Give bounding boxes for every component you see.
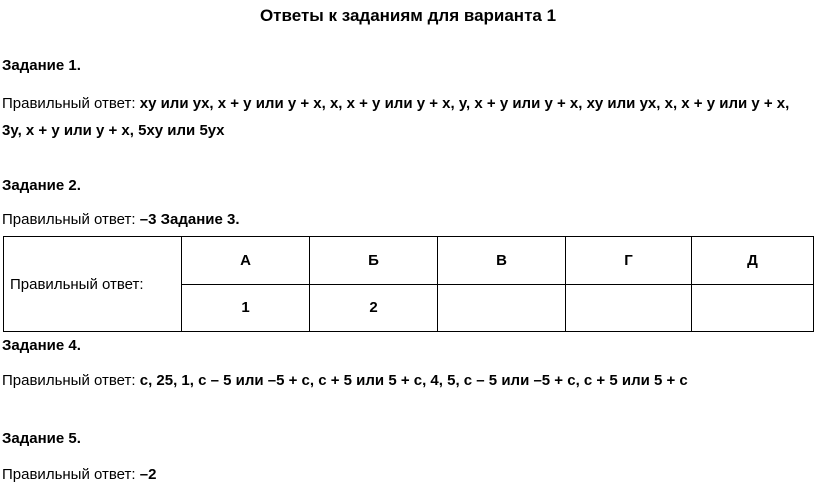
task4-answer-line xyxy=(2,372,688,389)
table-value-cell: 2 xyxy=(310,284,438,332)
table-row-label: Правильный ответ: xyxy=(4,237,182,332)
task4-answer-value: c, 25, 1, c – 5 или –5 + c, c + 5 или 5 + c, 4, 5, c – 5 или –5 + c, c + 5 или 5 + c xyxy=(139,372,688,389)
document-title: Ответы к заданиям для варианта 1 xyxy=(259,6,557,25)
table-header-cell: В xyxy=(438,237,566,285)
task2-answer-line xyxy=(2,211,240,228)
task1-answer-line xyxy=(2,95,789,112)
task5-answer-value: –2 xyxy=(139,466,157,483)
task2-answer-prefix: Правильный ответ: xyxy=(2,211,140,228)
task1-answer-value: xy или yx, x + y или y + x, x, x + y или y + x, y, x + y или y + x, xy или yx, x, x + y или y + x, xyxy=(139,95,790,112)
task2-heading: Задание 2. xyxy=(2,177,81,194)
task3-heading: Задание 3. xyxy=(160,211,240,228)
task5-answer-line xyxy=(2,466,156,483)
task1-heading: Задание 1. xyxy=(2,57,81,74)
table-value-cell xyxy=(692,284,814,332)
task3-answer-table xyxy=(3,236,814,332)
table-value-cell xyxy=(566,284,692,332)
task4-answer-prefix: Правильный ответ: xyxy=(2,372,140,389)
task4-heading: Задание 4. xyxy=(2,337,81,354)
table-header-cell: Б xyxy=(310,237,438,285)
table-value-cell: 1 xyxy=(182,284,310,332)
task5-heading: Задание 5. xyxy=(2,430,81,447)
table-header-cell: Д xyxy=(692,237,814,285)
table-header-cell: Г xyxy=(566,237,692,285)
table-value-cell xyxy=(438,284,566,332)
task5-answer-prefix: Правильный ответ: xyxy=(2,466,140,483)
table-header-cell: А xyxy=(182,237,310,285)
table-header-row xyxy=(4,237,814,285)
task1-answer-continuation: 3y, x + y или y + x, 5xy или 5yx xyxy=(2,122,225,139)
task2-answer-value: –3 xyxy=(139,211,161,228)
task1-answer-prefix: Правильный ответ: xyxy=(2,95,140,112)
